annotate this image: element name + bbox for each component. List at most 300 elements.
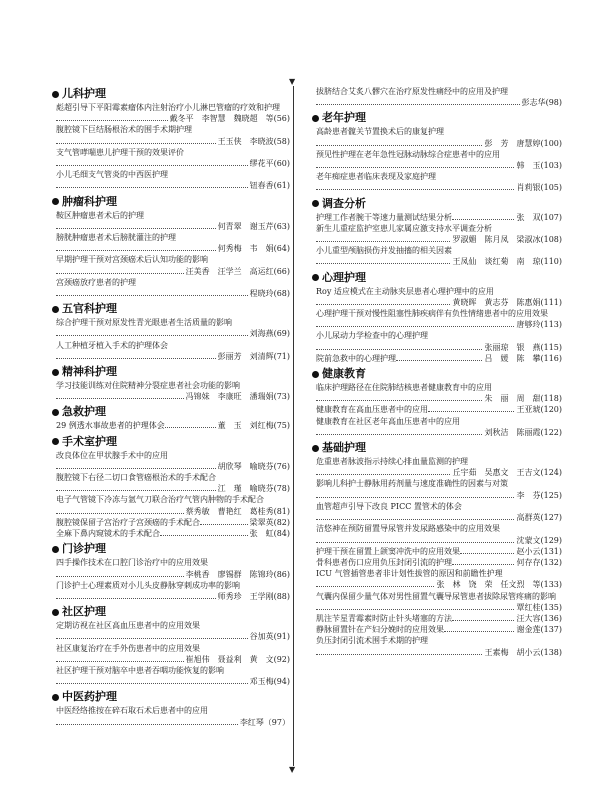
section-bullet-icon xyxy=(312,115,319,122)
entry-title: 29 例透水事故患者的护理体会 xyxy=(56,421,165,431)
section-heading xyxy=(52,434,290,450)
entry-author-line xyxy=(316,297,562,308)
entry-author-line xyxy=(56,631,290,642)
dot-leader xyxy=(56,468,216,469)
entry-title: 社区护理干预对脑卒中患者吞咽功能恢复的影响 xyxy=(56,665,224,675)
dot-leader xyxy=(56,165,248,166)
toc-entry xyxy=(52,317,290,339)
entry-authors: 刘秋洁 陈丽霞(122) xyxy=(484,427,562,437)
toc-section xyxy=(312,110,562,193)
entry-author-line xyxy=(56,288,290,299)
entry-title: 负压封闭引流术围手术期的护理 xyxy=(316,636,428,646)
entry-authors: 李红琴（97） xyxy=(239,717,290,727)
entry-title: 膀胱肿瘤患者术后膀胱灌注的护理 xyxy=(56,233,176,243)
entry-authors: 肖莉银(105) xyxy=(516,183,562,193)
entry-author-line xyxy=(56,654,290,665)
toc-entry xyxy=(312,404,562,415)
toc-entry xyxy=(52,665,290,687)
section-title: 基础护理 xyxy=(322,441,366,455)
section-bullet-icon xyxy=(52,198,59,205)
toc-entry xyxy=(312,86,562,108)
entry-title: ICU 气管插管患者非计划性拔管的原因和前瞻性护理 xyxy=(316,569,503,579)
toc-section xyxy=(52,434,290,540)
dot-leader xyxy=(460,553,514,554)
right-column xyxy=(312,84,562,658)
dot-leader xyxy=(56,398,184,399)
entry-authors: 唐够玲(113) xyxy=(516,320,562,330)
toc-entry xyxy=(52,620,290,642)
section-title: 健康教育 xyxy=(322,367,366,381)
entry-author-line xyxy=(56,180,290,191)
entry-authors: 谢金莲(137) xyxy=(516,625,562,635)
section-heading xyxy=(312,440,562,456)
section-title: 心理护理 xyxy=(322,270,366,284)
toc-entry xyxy=(312,546,562,557)
toc-section xyxy=(52,404,290,431)
entry-authors: 戴冬平 李智慧 魏晓超 等(56) xyxy=(169,114,290,124)
section-title: 社区护理 xyxy=(62,605,106,619)
entry-title: 支气管哮喘患儿护理干预的效果评价 xyxy=(56,147,184,157)
toc-entry xyxy=(52,232,290,254)
entry-author-line xyxy=(56,391,290,402)
entry-author-line xyxy=(56,483,290,494)
dot-leader xyxy=(316,304,450,305)
toc-section xyxy=(52,364,290,402)
entry-authors: 冯锦妹 李康旺 潘瑞娟(73) xyxy=(185,392,290,402)
section-title: 门诊护理 xyxy=(62,542,106,556)
entry-authors: 江 瑾 喻晓芬(78) xyxy=(217,484,290,494)
section-bullet-icon xyxy=(52,546,59,553)
dot-leader xyxy=(316,326,514,327)
entry-author-line xyxy=(56,266,290,277)
entry-authors: 崔旭伟 聂益利 黄 文(92) xyxy=(185,654,290,664)
toc-entry xyxy=(312,635,562,657)
toc-entry xyxy=(312,501,562,523)
entry-authors: 何青翠 谢玉芹(63) xyxy=(217,221,290,231)
entry-line xyxy=(316,557,562,568)
entry-author-line xyxy=(56,569,290,580)
toc-section xyxy=(52,86,290,192)
entry-title: 静脉留置针在产妇分娩时的应用效果 xyxy=(316,625,444,635)
entry-author-line xyxy=(316,138,562,149)
entry-authors: 张丽琼 银 燕(115) xyxy=(484,342,562,352)
entry-authors: 朱 丽 周 甜(118) xyxy=(484,394,562,404)
entry-title: 小儿尿动力学检查中的心理护理 xyxy=(316,331,428,341)
toc-entry xyxy=(52,494,290,516)
dot-leader xyxy=(452,219,514,220)
entry-title: Roy 适应模式在主动脉夹层患者心理护理中的应用 xyxy=(316,286,494,296)
dot-leader xyxy=(316,586,434,587)
entry-title: 腹腔镜保留子宫治疗子宫颈癌的手术配合 xyxy=(56,517,200,527)
entry-author-line xyxy=(316,512,562,523)
entry-author-line xyxy=(316,234,562,245)
column-divider-bottom-arrow: ▼ xyxy=(289,765,296,774)
dot-leader xyxy=(428,411,514,412)
toc-section xyxy=(312,366,562,438)
dot-leader xyxy=(56,358,216,359)
entry-authors: 张 虹(84) xyxy=(249,529,290,539)
entry-line xyxy=(316,212,562,223)
dot-leader xyxy=(316,400,482,401)
entry-authors: 何存存(132) xyxy=(516,557,562,567)
entry-author-line xyxy=(316,393,562,404)
entry-authors: 赵小云(131) xyxy=(516,546,562,556)
entry-title: 鞍区肿瘤患者术后的护理 xyxy=(56,210,144,220)
entry-author-line xyxy=(56,243,290,254)
entry-author-line xyxy=(316,182,562,193)
dot-leader xyxy=(56,187,248,188)
dot-leader xyxy=(316,474,450,475)
entry-title: 临床护理路径在住院肺结核患者健康教育中的应用 xyxy=(316,383,492,393)
toc-entry xyxy=(312,568,562,590)
entry-title: 预见性护理在老年急性冠脉动脉综合症患者中的应用 xyxy=(316,149,500,159)
toc-entry xyxy=(52,472,290,494)
section-heading xyxy=(312,366,562,382)
dot-leader xyxy=(56,228,216,229)
toc-entry xyxy=(312,286,562,308)
toc-entry xyxy=(312,382,562,404)
entry-authors: 汪大容(136) xyxy=(516,613,562,623)
entry-author-line xyxy=(316,467,562,478)
entry-authors: 丘宇茹 吴惠文 王吉文(124) xyxy=(452,468,562,478)
entry-authors: 覃红桂(135) xyxy=(516,602,562,612)
entry-title: 小儿重型颅脑损伤并发抽搐的相关因素 xyxy=(316,246,452,256)
entry-title: 腹腔镜下右径二切口食管癌根治术的手术配合 xyxy=(56,473,216,483)
entry-title: 彪超引导下平阳霉素瘤体内注射治疗小儿淋巴管瘤的疗效和护理 xyxy=(56,103,280,112)
toc-entry xyxy=(312,223,562,245)
dot-leader xyxy=(56,295,248,296)
dot-leader xyxy=(56,143,216,144)
entry-author-line xyxy=(316,490,562,501)
toc-entry xyxy=(312,330,562,352)
dot-leader xyxy=(56,250,216,251)
dot-leader xyxy=(316,609,514,610)
dot-leader xyxy=(56,120,168,121)
toc-entry xyxy=(52,705,290,727)
entry-author-line xyxy=(56,351,290,362)
dot-leader xyxy=(160,535,248,536)
entry-author-line xyxy=(316,427,562,438)
entry-authors: 高群英(127) xyxy=(516,513,562,523)
toc-section xyxy=(312,270,562,364)
section-title: 精神科护理 xyxy=(62,365,117,379)
toc-entry xyxy=(312,591,562,613)
section-heading xyxy=(312,110,562,126)
section-title: 老年护理 xyxy=(322,111,366,125)
toc-entry xyxy=(312,613,562,624)
entry-author-line xyxy=(316,97,562,108)
toc-entry xyxy=(312,149,562,171)
entry-authors: 汪美香 汪学兰 高运红(66) xyxy=(185,266,290,276)
entry-authors: 罗淑媚 陈月凤 梁淑冰(108) xyxy=(452,235,562,245)
section-heading xyxy=(52,364,290,380)
entry-line xyxy=(316,353,562,364)
entry-title: 危重患者脉波指示持续心排血量监测的护理 xyxy=(316,457,468,467)
section-title: 五官科护理 xyxy=(62,302,117,316)
section-bullet-icon xyxy=(312,371,319,378)
section-bullet-icon xyxy=(312,445,319,452)
toc-section xyxy=(52,604,290,687)
entry-title: 改良体位在甲状腺手术中的应用 xyxy=(56,450,168,460)
toc-entry xyxy=(52,420,290,431)
entry-authors: 彭丽芳 刘清辉(71) xyxy=(217,351,290,361)
dot-leader xyxy=(56,638,248,639)
entry-authors: 张 林 饶 荣 任文烈 等(133) xyxy=(436,580,562,590)
entry-title: 小儿毛细支气管炎的中西医护理 xyxy=(56,170,168,180)
toc-section xyxy=(52,541,290,602)
toc-entry xyxy=(52,124,290,146)
entry-author-line xyxy=(316,256,562,267)
entry-authors: 李桃香 廖锡群 陈锦玲(86) xyxy=(185,569,290,579)
entry-line xyxy=(316,624,562,635)
entry-title: 新生儿重症监护室患儿家属应激支持水平调查分析 xyxy=(316,223,492,233)
entry-authors: 刘海燕(69) xyxy=(249,329,290,339)
toc-entry xyxy=(312,212,562,223)
section-title: 手术室护理 xyxy=(62,434,117,448)
section-title: 儿科护理 xyxy=(62,87,106,100)
entry-author-line xyxy=(56,136,290,147)
entry-title: 护理干预在留置上颌窦冲洗中的应用效果 xyxy=(316,546,460,556)
section-title: 调查分析 xyxy=(322,196,366,210)
toc-entry xyxy=(52,210,290,232)
column-divider xyxy=(293,86,294,766)
entry-authors: 蔡秀敏 曹艳红 葛桂秀(81) xyxy=(185,506,290,516)
toc-entry xyxy=(312,557,562,568)
entry-author-line xyxy=(56,506,290,517)
section-bullet-icon xyxy=(52,609,59,616)
dot-leader xyxy=(56,273,184,274)
dot-leader xyxy=(316,542,514,543)
entry-title: 门诊护士心理素质对小儿头皮静脉穿刺成功率的影响 xyxy=(56,580,240,590)
dot-leader xyxy=(316,497,514,498)
dot-leader xyxy=(316,519,514,520)
dot-leader xyxy=(452,620,514,621)
toc-entry xyxy=(312,171,562,193)
dot-leader xyxy=(316,104,520,105)
entry-authors: 吕 媛 陈 攀(116) xyxy=(484,353,562,363)
section-heading xyxy=(52,689,290,705)
entry-title: 腹腔镜下巨结肠根治术的围手术期护理 xyxy=(56,125,192,135)
toc-entry xyxy=(52,254,290,276)
dot-leader xyxy=(165,427,216,428)
entry-author-line xyxy=(56,676,290,687)
entry-title: 血管超声引导下改良 PICC 置管术的体会 xyxy=(316,501,462,511)
entry-authors: 彭 芳 唐慧婷(100) xyxy=(484,138,562,148)
section-bullet-icon xyxy=(52,306,59,313)
dot-leader xyxy=(444,631,514,632)
column-divider-top-arrow: ▼ xyxy=(289,77,296,86)
entry-authors: 王亚琥(120) xyxy=(516,405,562,415)
toc-entry xyxy=(312,353,562,364)
entry-authors: 何秀梅 韦 娟(64) xyxy=(217,244,290,254)
entry-title: 学习技能训练对住院精神分裂症患者社会功能的影响 xyxy=(56,381,240,391)
dot-leader xyxy=(56,724,238,725)
dot-leader xyxy=(316,189,514,190)
entry-authors: 程晓玲(68) xyxy=(249,289,290,299)
entry-title: 老年痴症患者临床表现及家庭护理 xyxy=(316,172,436,182)
entry-line xyxy=(316,404,562,415)
dot-leader xyxy=(316,349,482,350)
entry-authors: 董 玉 刘红梅(75) xyxy=(217,421,290,431)
toc-entry xyxy=(312,245,562,267)
section-heading xyxy=(52,404,290,420)
dot-leader xyxy=(200,524,248,525)
entry-title: 洁悠神在预防留置导尿管并发尿路感染中的应用效果 xyxy=(316,524,500,534)
section-bullet-icon xyxy=(312,274,319,281)
dot-leader xyxy=(316,241,450,242)
toc-entry xyxy=(52,643,290,665)
entry-title: 健康教育在高血压患者中的应用 xyxy=(316,405,428,415)
section-title: 肿瘤科护理 xyxy=(62,194,117,208)
section-heading xyxy=(52,541,290,557)
entry-authors: 王素梅 胡小云(138) xyxy=(484,647,562,657)
entry-authors: 王凤仙 谈红菊 南 琼(110) xyxy=(452,257,562,267)
toc-section xyxy=(52,194,290,300)
section-bullet-icon xyxy=(312,200,319,207)
section-heading xyxy=(312,270,562,286)
entry-author-line xyxy=(56,328,290,339)
section-bullet-icon xyxy=(52,694,59,701)
entry-title: 肌注苄星青霉素时防止针头堵塞的方法 xyxy=(316,613,452,623)
entry-line xyxy=(56,528,290,539)
toc-entry xyxy=(52,340,290,362)
entry-authors: 王玉侠 李晓波(58) xyxy=(217,136,290,146)
dot-leader xyxy=(56,513,184,514)
entry-author-line xyxy=(56,113,290,124)
toc-entry xyxy=(52,580,290,602)
section-heading xyxy=(52,194,290,210)
entry-author-line xyxy=(56,221,290,232)
entry-title: 社区康复治疗在手外伤患者中的应用效果 xyxy=(56,643,200,653)
entry-author-line xyxy=(316,602,562,613)
toc-entry xyxy=(312,523,562,545)
dot-leader xyxy=(452,564,514,565)
entry-author-line xyxy=(56,158,290,169)
entry-title: 综合护理干预对原发性青光眼患者生活质量的影响 xyxy=(56,318,232,328)
entry-title: 宫颈癌放疗患者的护理 xyxy=(56,277,136,287)
toc-entry xyxy=(52,517,290,528)
toc-entry xyxy=(52,169,290,191)
toc-section xyxy=(312,440,562,658)
section-title: 急救护理 xyxy=(62,405,106,419)
toc-entry xyxy=(312,478,562,500)
entry-authors: 韩 玉(103) xyxy=(516,161,562,171)
entry-authors: 黄晓晖 黄志芬 陈惠娟(111) xyxy=(452,297,562,307)
dot-leader xyxy=(316,263,450,264)
toc-section xyxy=(312,86,562,108)
entry-authors: 邓玉梅(94) xyxy=(249,677,290,687)
toc-entry xyxy=(52,528,290,539)
section-bullet-icon xyxy=(52,369,59,376)
section-heading xyxy=(312,196,562,212)
entry-authors: 张 双(107) xyxy=(516,212,562,222)
section-title: 中医药护理 xyxy=(62,690,117,704)
toc-entry xyxy=(312,624,562,635)
dot-leader xyxy=(316,145,482,146)
toc-section xyxy=(312,196,562,268)
entry-author-line xyxy=(56,461,290,472)
entry-author-line xyxy=(316,342,562,353)
entry-title: 院前急救中的心理护理 xyxy=(316,353,396,363)
entry-authors: 梁翠英(82) xyxy=(249,517,290,527)
dot-leader xyxy=(56,661,184,662)
dot-leader xyxy=(316,654,482,655)
toc-entry xyxy=(52,277,290,299)
section-bullet-icon xyxy=(52,438,59,445)
entry-authors: 李 芬(125) xyxy=(516,490,562,500)
entry-title: 四手操作技术在口腔门诊治疗中的应用效果 xyxy=(56,558,208,568)
entry-title: 护理工作者腕干等速力量测试结果分析 xyxy=(316,212,452,222)
section-bullet-icon xyxy=(52,409,59,416)
section-bullet-icon xyxy=(52,91,59,98)
entry-authors: 胡欣琴 喻晓芬(76) xyxy=(217,461,290,471)
entry-author-line xyxy=(56,717,290,728)
entry-authors: 沈蒙文(129) xyxy=(516,535,562,545)
entry-line xyxy=(56,517,290,528)
toc-entry xyxy=(52,102,290,124)
entry-title: 中医经络推按在碎石取石术后患者中的应用 xyxy=(56,706,208,716)
entry-title: 气囊内保留少量气体对男性留置气囊导尿管患者拔除尿管疼痛的影响 xyxy=(316,591,556,601)
section-heading xyxy=(52,86,290,102)
entry-author-line xyxy=(316,319,562,330)
dot-leader xyxy=(56,490,216,491)
entry-authors: 彭志华(98) xyxy=(521,98,562,108)
entry-title: 健康教育在社区老年高血压患者中的应用 xyxy=(316,416,460,426)
dot-leader xyxy=(316,167,514,168)
toc-section xyxy=(52,301,290,362)
left-column xyxy=(52,84,290,728)
entry-authors: 师秀珍 王学刚(88) xyxy=(217,591,290,601)
entry-line xyxy=(56,420,290,431)
entry-author-line xyxy=(316,579,562,590)
entry-title: 定期访视在社区高血压患者中的应用效果 xyxy=(56,621,200,631)
toc-entry xyxy=(312,416,562,438)
entry-author-line xyxy=(316,535,562,546)
entry-title: 早期护理干预对宫颈癌术后认知功能的影响 xyxy=(56,255,208,265)
dot-leader xyxy=(396,360,482,361)
toc-entry xyxy=(52,557,290,579)
entry-title: 人工种植牙植入手术的护理体会 xyxy=(56,340,168,350)
entry-title: 骨科患者伤口应用负压封闭引流的护理 xyxy=(316,557,452,567)
entry-title: 拔脐结合艾炙八髎穴在治疗原发性痛经中的应用及护理 xyxy=(316,87,508,96)
toc-entry xyxy=(312,456,562,478)
dot-leader xyxy=(56,683,248,684)
entry-author-line xyxy=(56,591,290,602)
toc-section xyxy=(52,689,290,727)
entry-title: 影响儿科护士静脉用药剂量与速度准确性的因素与对策 xyxy=(316,479,508,489)
entry-title: 高龄患者髋关节置换术后的康复护理 xyxy=(316,127,444,137)
toc-entry xyxy=(312,308,562,330)
section-heading xyxy=(52,604,290,620)
entry-title: 全麻下鼻内窥镜术的手术配合 xyxy=(56,529,160,539)
entry-authors: 谷加英(91) xyxy=(249,632,290,642)
dot-leader xyxy=(56,335,248,336)
toc-entry xyxy=(312,126,562,148)
toc-entry xyxy=(52,147,290,169)
entry-authors: 钮春香(61) xyxy=(249,181,290,191)
toc-entry xyxy=(52,380,290,402)
entry-title: 心理护理干预对慢性阻塞性肺疾病伴有负性情绪患者中的应用效果 xyxy=(316,309,548,319)
entry-authors: 缪花平(60) xyxy=(249,159,290,169)
entry-line xyxy=(316,613,562,624)
dot-leader xyxy=(56,576,184,577)
entry-line xyxy=(316,546,562,557)
toc-entry xyxy=(52,450,290,472)
entry-author-line xyxy=(316,647,562,658)
entry-title: 电子气管镜下冷冻与氩气刀联合治疗气管内肿物的手术配合 xyxy=(56,495,264,505)
dot-leader xyxy=(316,434,482,435)
entry-author-line xyxy=(316,160,562,171)
